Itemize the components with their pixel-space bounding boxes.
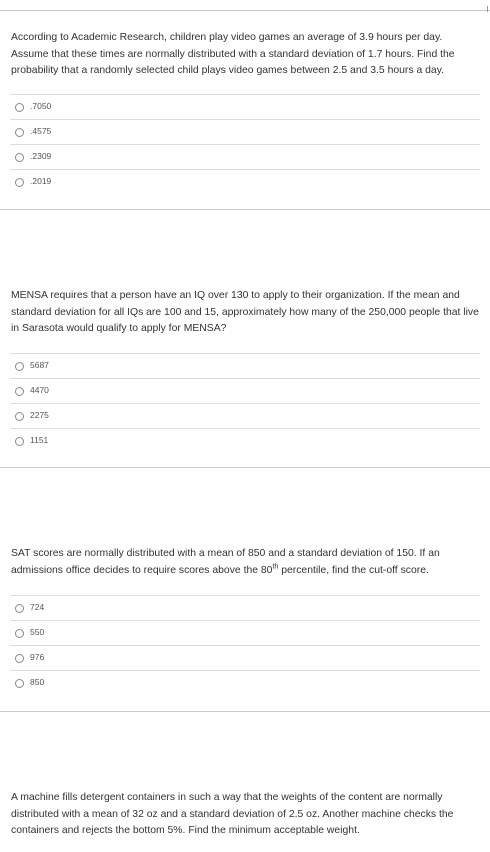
question-2-text: MENSA requires that a person have an IQ over 130 to apply to their organization. If the mean and standard deviation for all IQs are 100 and 15, approximately how many of the 250,000 people that live in Sarasota would qualify to apply for MENSA? xyxy=(11,290,479,334)
radio-icon[interactable] xyxy=(15,412,24,421)
question-divider xyxy=(0,209,490,210)
option-label: .4575 xyxy=(30,126,52,136)
radio-icon[interactable] xyxy=(15,387,24,396)
question-3-option-2[interactable] xyxy=(10,620,480,645)
question-1-option-4[interactable] xyxy=(10,169,480,194)
radio-icon[interactable] xyxy=(15,153,24,162)
option-label: 724 xyxy=(30,602,45,612)
question-3-text-part: percentile, find the cut-off score. xyxy=(278,564,429,576)
radio-icon[interactable] xyxy=(15,128,24,137)
question-1-text: According to Academic Research, children play video games an average of 3.9 hours per day. Assume that these times are normally distributed with a standard deviation of 1.7 hours. Find the probability that a randomly selected child plays video games between 2.5 and 3.5 hours a day. xyxy=(11,32,455,76)
option-label: .2309 xyxy=(30,151,52,161)
option-label: 550 xyxy=(30,627,45,637)
radio-icon[interactable] xyxy=(15,437,24,446)
option-label: 5687 xyxy=(30,360,49,370)
option-label: 850 xyxy=(30,677,45,687)
option-label: 976 xyxy=(30,652,45,662)
top-divider xyxy=(0,10,490,11)
question-2-option-3[interactable] xyxy=(10,403,480,428)
question-2-option-1[interactable] xyxy=(10,353,480,378)
radio-icon[interactable] xyxy=(15,654,24,663)
question-1-option-2[interactable] xyxy=(10,119,480,144)
question-4-text: A machine fills detergent containers in such a way that the weights of the content are normally distributed with a mean of 32 oz and a standard deviation of 2.5 oz. Another machine checks the containers and rejects the bottom 5%. Find the minimum acceptable weight. xyxy=(11,792,454,836)
question-2-option-4[interactable] xyxy=(10,428,480,453)
question-divider xyxy=(0,467,490,468)
question-3-option-3[interactable] xyxy=(10,645,480,670)
radio-icon[interactable] xyxy=(15,679,24,688)
option-label: 1151 xyxy=(30,435,49,445)
top-divider-mark xyxy=(487,6,488,12)
option-label: .2019 xyxy=(30,176,52,186)
option-label: 2275 xyxy=(30,410,49,420)
question-2-option-2[interactable] xyxy=(10,378,480,403)
superscript: th xyxy=(272,563,279,571)
question-divider xyxy=(0,711,490,712)
radio-icon[interactable] xyxy=(15,178,24,187)
radio-icon[interactable] xyxy=(15,103,24,112)
question-3-option-1[interactable] xyxy=(10,595,480,620)
radio-icon[interactable] xyxy=(15,629,24,638)
question-1-option-1[interactable] xyxy=(10,94,480,119)
radio-icon[interactable] xyxy=(15,362,24,371)
option-label: .7050 xyxy=(30,101,52,111)
radio-icon[interactable] xyxy=(15,604,24,613)
question-1-option-3[interactable] xyxy=(10,144,480,169)
question-3-text xyxy=(11,546,481,579)
option-label: 4470 xyxy=(30,385,49,395)
question-3-text-part: SAT scores are normally distributed with a mean of 850 and a standard deviation of 150. If an admissions office decides to require scores above the 80 xyxy=(11,548,440,576)
question-3-option-4[interactable] xyxy=(10,670,480,695)
